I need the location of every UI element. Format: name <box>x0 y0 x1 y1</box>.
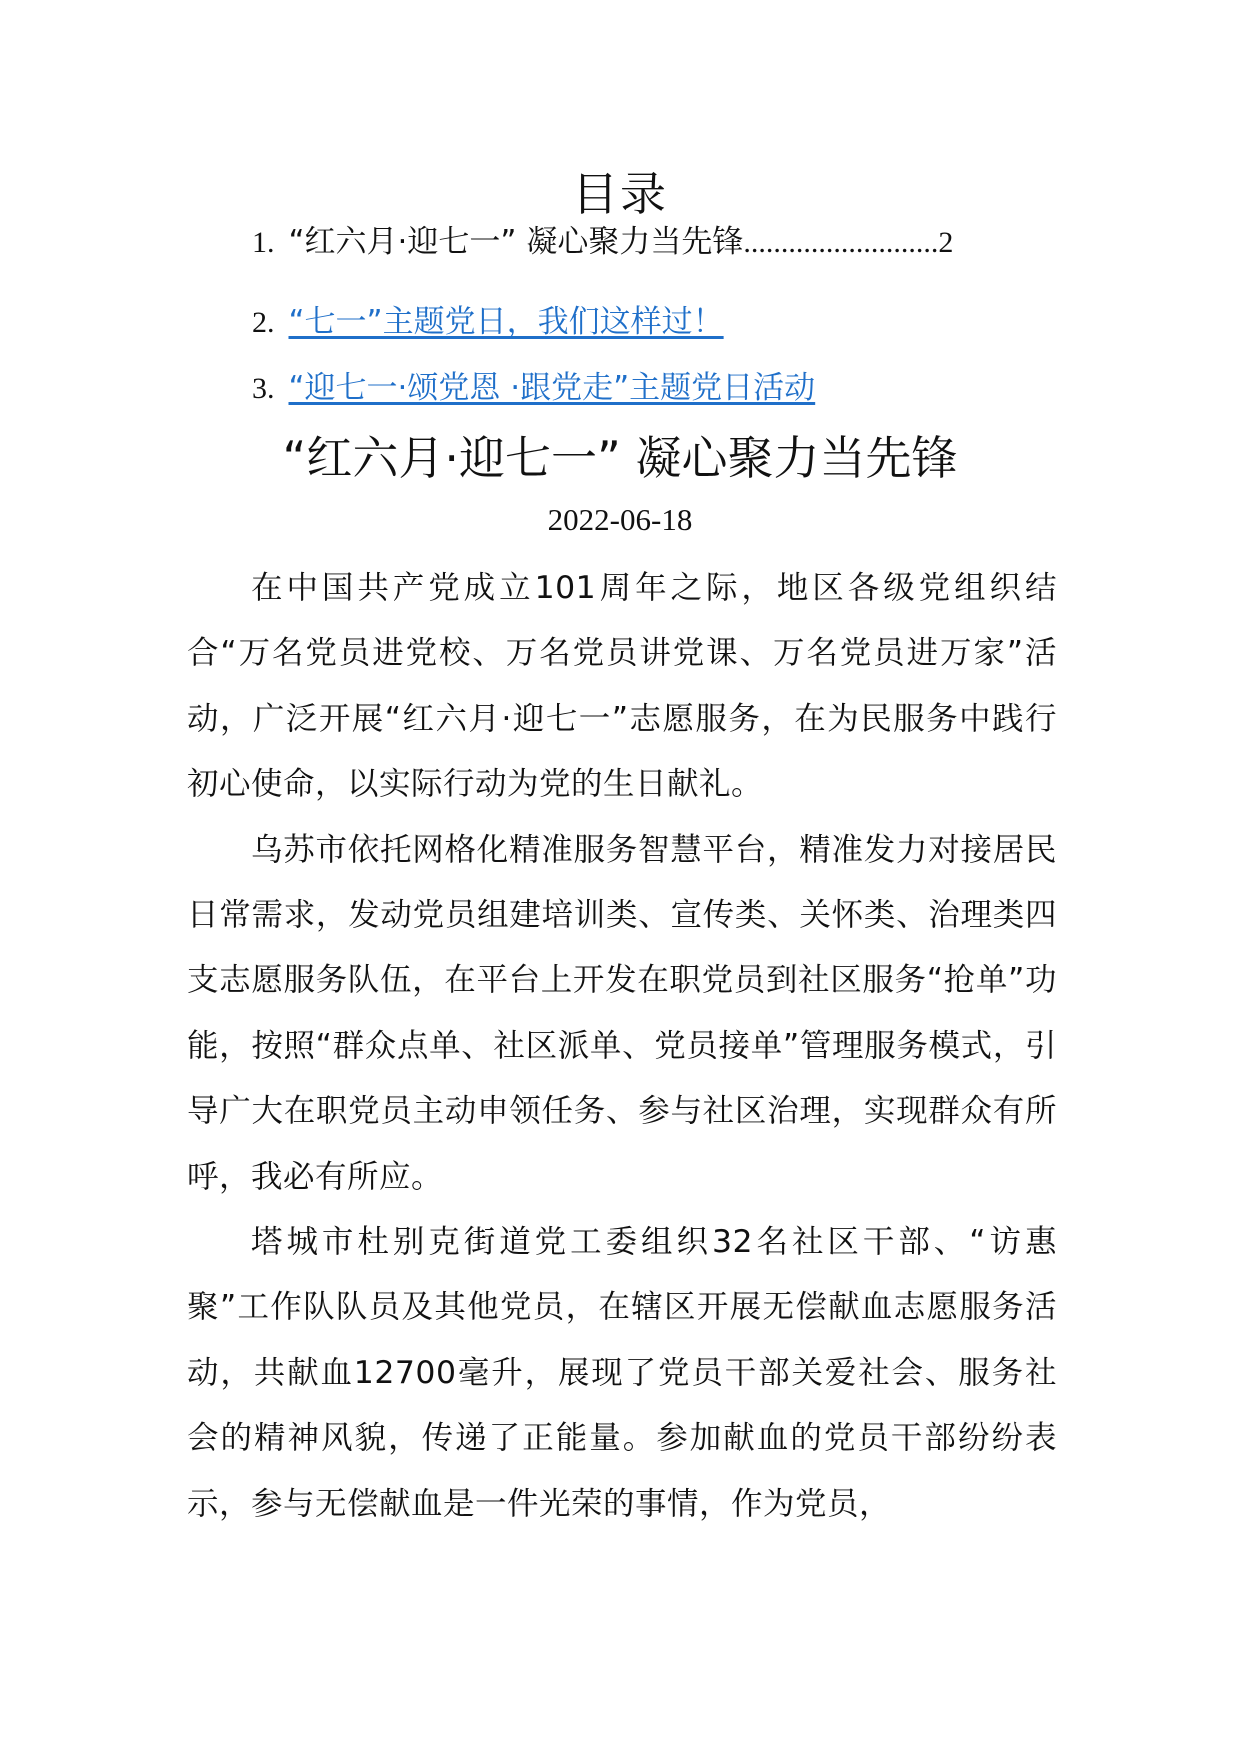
article-paragraph: 在中国共产党成立101周年之际，地区各级党组织结合“万名党员进党校、万名党员讲党课、万名党员进万家”活动，广泛开展“红六月·迎七一”志愿服务，在为民服务中践行初心使命，以实际行动为党的生日献礼。 <box>187 570 1057 803</box>
article-paragraph: 乌苏市依托网格化精准服务智慧平台，精准发力对接居民日常需求，发动党员组建培训类、宣传类、关怀类、治理类四支志愿服务队伍，在平台上开发在职党员到社区服务“抢单”功能，按照“群众点单、社区派单、党员接单”管理服务模式，引导广大在职党员主动申领任务、参与社区治理，实现群众有所呼，我必有所应。 <box>187 831 1057 1195</box>
toc-page-number: 2 <box>938 226 954 259</box>
toc-item-1[interactable] <box>252 220 1052 264</box>
toc-link[interactable]: “七一”主题党日，我们这样过！ <box>288 304 724 340</box>
toc-leader-dots: .......................... <box>743 226 939 259</box>
toc-item-number: 2. <box>252 306 275 339</box>
article-body <box>187 556 1057 1537</box>
toc-item-text[interactable]: “红六月·迎七一” 凝心聚力当先锋 <box>288 224 744 260</box>
article-paragraph: 塔城市杜别克街道党工委组织32名社区干部、“访惠聚”工作队队员及其他党员，在辖区开展无偿献血志愿服务活动，共献血12700毫升，展现了党员干部关爱社会、服务社会的精神风貌，传递了正能量。参加献血的党员干部纷纷表示，参与无偿献血是一件光荣的事情，作为党员， <box>187 1224 1057 1522</box>
toc-item-number: 1. <box>252 226 275 259</box>
article-date: 2022-06-18 <box>547 502 693 537</box>
toc-item-2[interactable] <box>252 300 1052 344</box>
toc-item-3[interactable] <box>252 366 1052 410</box>
toc-title: 目录 <box>572 167 668 221</box>
article-title: “红六月·迎七一” 凝心聚力当先锋 <box>282 431 958 485</box>
toc-link[interactable]: “迎七一·颂党恩 ·跟党走”主题党日活动 <box>288 370 816 406</box>
toc-item-number: 3. <box>252 372 275 405</box>
